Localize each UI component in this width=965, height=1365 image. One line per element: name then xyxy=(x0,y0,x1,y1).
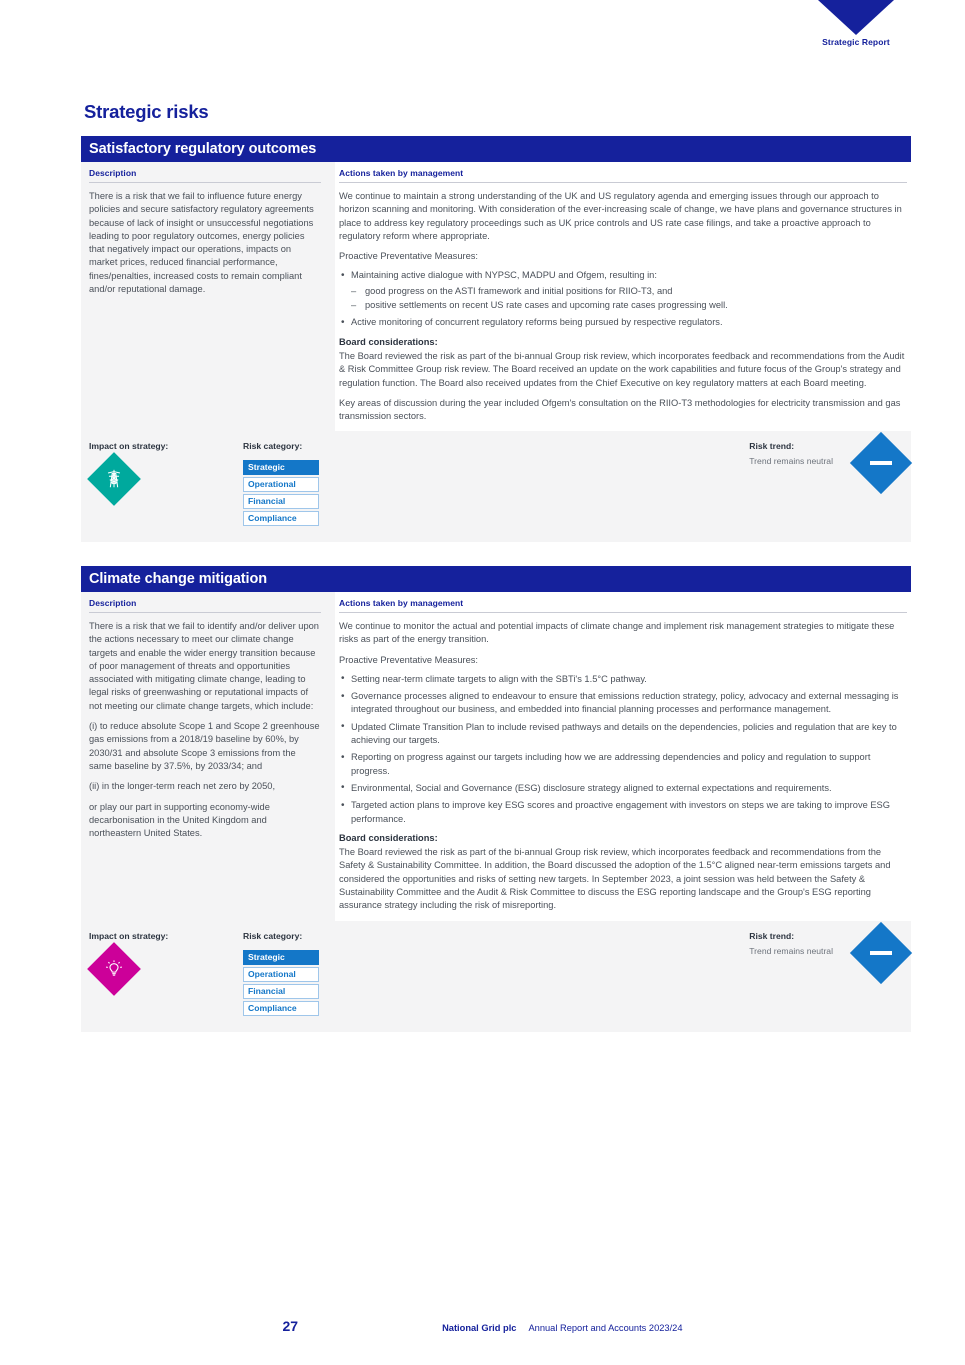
tab-triangle-icon xyxy=(818,0,894,35)
risk-category-chip[interactable]: Operational xyxy=(243,967,319,982)
risk-body xyxy=(81,592,911,921)
list-item: • Active monitoring of concurrent regulatory reforms being pursued by respective regulators. xyxy=(339,316,907,329)
list-item: • Governance processes aligned to endeavour to ensure that emissions reduction strategy, policy, advocacy and external messaging is integrated throughout our business, and embedded into financial planning processes and performance management. xyxy=(339,690,907,717)
board-paragraph: The Board reviewed the risk as part of the bi-annual Group risk review, which incorporates feedback and recommendations from the Safety & Sustainability Committee. In addition, the Board discussed the adoption of the 1.5°C aligned near-term emissions targets and considered the opportunities and risks of setting new targets. In September 2023, a joint session was held between the Safety & Sustainability Committee and the Audit & Risk Committee to discuss the ESG reporting landscape and the Group's ESG reporting assurance strategy including the risk of misreporting. xyxy=(339,847,891,911)
preventative-measures-label: Proactive Preventative Measures: xyxy=(339,251,478,262)
board-considerations-label: Board considerations: xyxy=(339,336,438,347)
risk-trend-label: Risk trend: xyxy=(749,441,795,452)
risk-category-chip[interactable]: Operational xyxy=(243,477,319,492)
risk-trend-text-wrap xyxy=(749,441,833,466)
risk-category-list xyxy=(243,950,319,1016)
description-column-header: Description xyxy=(89,598,321,613)
measures-bullet-list xyxy=(339,673,907,826)
description-paragraph: (ii) in the longer-term reach net zero by 2050, xyxy=(89,781,276,792)
description-paragraph: (i) to reduce absolute Scope 1 and Scope 2 greenhouse gas emissions from a 2018/19 baseline by 60%, by 2030/31 and absolute Scope 3 emissions from the same baseline by 37.5%, by 2033/34; and xyxy=(89,721,320,771)
list-item xyxy=(339,269,907,312)
neutral-trend-icon xyxy=(850,432,912,494)
risk-body xyxy=(81,162,911,431)
neutral-trend-bar xyxy=(870,461,892,465)
neutral-trend-bar xyxy=(870,951,892,955)
actions-column-header: Actions taken by management xyxy=(339,168,907,183)
impact-label: Impact on strategy: xyxy=(89,930,169,941)
list-item: • Setting near-term climate targets to align with the SBTi's 1.5°C pathway. xyxy=(339,673,907,686)
risk-category-chip[interactable]: Compliance xyxy=(243,1001,319,1016)
description-column xyxy=(81,592,335,921)
list-item: – positive settlements on recent US rate cases and upcoming rate cases progressing well. xyxy=(351,299,907,312)
page-footer xyxy=(0,1318,965,1334)
actions-column xyxy=(335,162,911,431)
actions-intro: We continue to monitor the actual and potential impacts of climate change and implement risk management strategies to mitigate these risks as part of the energy transition. xyxy=(339,621,895,645)
risk-trend-description: Trend remains neutral xyxy=(749,945,833,956)
preventative-measures-label: Proactive Preventative Measures: xyxy=(339,654,478,665)
sub-bullet-list xyxy=(351,285,907,313)
impact-on-strategy-block xyxy=(89,441,243,498)
risk-category-list xyxy=(243,460,319,526)
risk-title: Satisfactory regulatory outcomes xyxy=(89,141,317,157)
risk-footer xyxy=(81,921,911,1032)
risk-category-chip[interactable]: Compliance xyxy=(243,511,319,526)
impact-on-strategy-block xyxy=(89,931,243,988)
risk-trend-block xyxy=(703,931,903,975)
strategic-report-tab xyxy=(818,0,894,47)
actions-intro: We continue to maintain a strong understanding of the UK and US regulatory agenda and emerging issues through our approach to horizon scanning and monitoring. With consideration of the ever-increasing scale of change, we have plans and governance structures in place to address key regulatory proceedings such as UK price controls and US rate case filings, and take a proactive approach to regulatory reform where appropriate. xyxy=(339,191,902,241)
risk-title-bar xyxy=(81,136,911,162)
risk-footer xyxy=(81,431,911,542)
footer-report-title: Annual Report and Accounts 2023/24 xyxy=(528,1323,683,1333)
risk-category-chip[interactable]: Financial xyxy=(243,984,319,999)
list-item: • Updated Climate Transition Plan to include revised pathways and details on the dependencies, policies and regulation that are key to achieving our targets. xyxy=(339,721,907,748)
risk-trend-description: Trend remains neutral xyxy=(749,456,833,467)
actions-column xyxy=(335,592,911,921)
description-column-header: Description xyxy=(89,168,321,183)
list-item: – good progress on the ASTI framework and initial positions for RIIO-T3, and xyxy=(351,285,907,298)
risk-category-label: Risk category: xyxy=(243,930,303,941)
description-paragraph: or play our part in supporting economy-wide decarbonisation in the United Kingdom and northeastern United States. xyxy=(89,801,270,839)
lightbulb-icon xyxy=(87,942,141,996)
list-item: • Environmental, Social and Governance (ESG) disclosure strategy aligned to external expectations and requirements. xyxy=(339,782,907,795)
neutral-trend-icon xyxy=(850,922,912,984)
description-paragraph: There is a risk that we fail to influence future energy policies and secure satisfactory regulatory agreements because of lack of insight or unsuccessful negotiations leading to poor regulatory outcomes, energy policies that negatively impact our operations, impacts on market prices, reduced financial performance, fines/penalties, increased costs to remain compliant and/or reputational damage. xyxy=(89,191,314,295)
actions-column-header: Actions taken by management xyxy=(339,598,907,613)
risk-panel xyxy=(81,136,911,542)
description-paragraph: There is a risk that we fail to identify and/or deliver upon the actions necessary to meet our climate change targets and enable the wider energy transition because of poor management of threats and opportunities associated with mitigating climate change, leading to legal risks of greenwashing or reputational impacts of not meeting our climate change targets, which include: xyxy=(89,621,319,711)
risk-panel xyxy=(81,566,911,1032)
risk-category-block xyxy=(243,931,463,1018)
page-number: 27 xyxy=(282,1318,299,1334)
page-title: Strategic risks xyxy=(84,101,209,122)
risk-trend-text-wrap xyxy=(749,931,833,956)
board-paragraph: Key areas of discussion during the year included Ofgem's consultation on the RIIO-T3 methodologies for electricity transmission and gas transmission sectors. xyxy=(339,397,901,422)
board-considerations-label: Board considerations: xyxy=(339,832,438,843)
measures-bullet-list xyxy=(339,269,907,329)
pylon-icon xyxy=(87,453,141,507)
board-paragraph: The Board reviewed the risk as part of the bi-annual Group risk review, which incorporates feedback and recommendations from the Audit & Risk Committee Group risk review. The Board received an update on the work capabilities and future focus of the Group's strategy and regulation function. The Board also received updates from the Chief Executive on key regulatory matters at each Board meeting. xyxy=(339,350,905,388)
risk-trend-block xyxy=(703,441,903,485)
risk-title: Climate change mitigation xyxy=(89,571,267,587)
risk-category-label: Risk category: xyxy=(243,441,303,452)
footer-company-name: National Grid plc xyxy=(442,1323,517,1333)
risk-category-block xyxy=(243,441,463,528)
impact-label: Impact on strategy: xyxy=(89,441,169,452)
risk-category-chip[interactable]: Strategic xyxy=(243,460,319,475)
risk-category-chip[interactable]: Financial xyxy=(243,494,319,509)
bullet-text: Maintaining active dialogue with NYPSC, MADPU and Ofgem, resulting in: xyxy=(351,270,657,281)
tab-label: Strategic Report xyxy=(822,37,890,47)
list-item: • Reporting on progress against our targets including how we are addressing dependencies and policy and regulation to support progress. xyxy=(339,751,907,778)
description-column xyxy=(81,162,335,431)
list-item: • Targeted action plans to improve key ESG scores and proactive engagement with investors on steps we are taking to improve ESG performance. xyxy=(339,799,907,826)
risk-title-bar xyxy=(81,566,911,592)
risk-category-chip[interactable]: Strategic xyxy=(243,950,319,965)
risk-trend-label: Risk trend: xyxy=(749,930,795,941)
